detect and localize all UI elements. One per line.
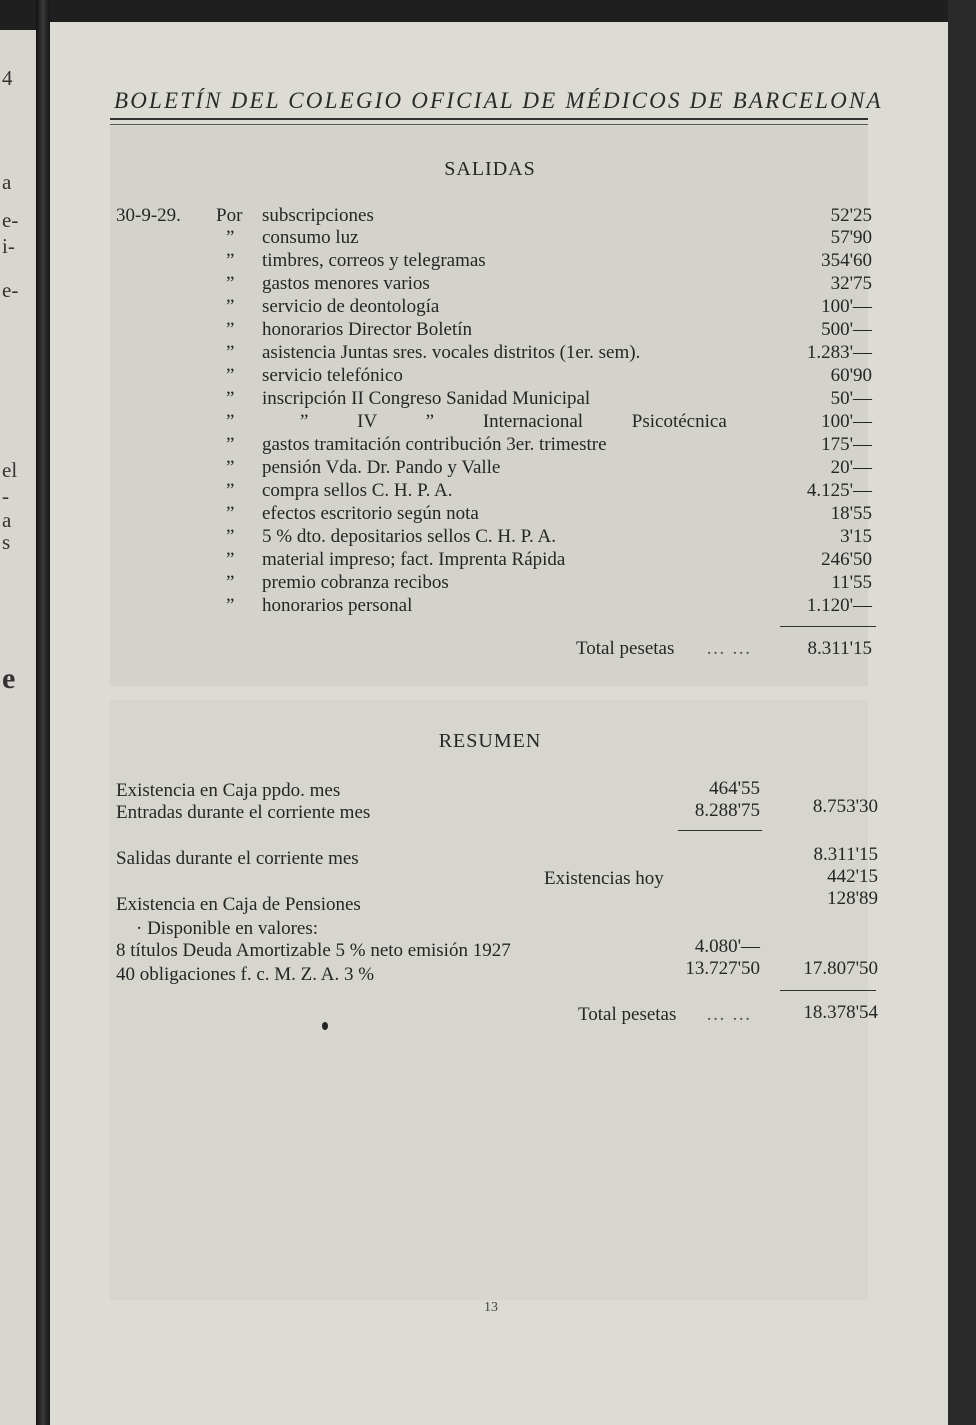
dot-leader: … … — [706, 638, 752, 659]
page-folio: 13 — [484, 1300, 498, 1315]
row-mark: ” — [226, 388, 235, 409]
obligaciones-amount: 13.727'50 — [685, 958, 760, 979]
row-concept: inscripción II Congreso Sanidad Municipal — [262, 388, 591, 409]
row-concept: consumo luz — [262, 227, 359, 248]
margin-fragment: - — [2, 484, 9, 508]
salidas-total-amount: 8.311'15 — [807, 638, 872, 659]
margin-fragment: 4 — [2, 66, 13, 90]
row-mark: ” — [226, 549, 235, 570]
row-amount: 4.125'— — [806, 480, 872, 501]
row-amount: 57'90 — [830, 227, 872, 248]
dot-leader: … … — [706, 1004, 752, 1025]
subtotal-rule — [678, 830, 762, 831]
row-amount: 100'— — [821, 411, 872, 432]
titulos-amount: 4.080'— — [694, 936, 760, 957]
salidas-label: Salidas durante el corriente mes — [116, 848, 359, 869]
row-mark: ” — [226, 457, 235, 478]
row-amount: 20'— — [830, 457, 872, 478]
margin-fragment: a — [2, 170, 12, 194]
margin-fragment: s — [2, 530, 11, 554]
resumen-total-label: Total pesetas — [578, 1004, 677, 1025]
row-concept: material impreso; fact. Imprenta Rápida — [262, 549, 566, 570]
obligaciones-label: 40 obligaciones f. c. M. Z. A. 3 % — [116, 964, 375, 985]
margin-fragment: a — [2, 508, 12, 532]
row-concept: compra sellos C. H. P. A. — [262, 480, 453, 501]
row-concept: pensión Vda. Dr. Pando y Valle — [262, 457, 501, 478]
existencias-hoy-amount: 442'15 — [827, 866, 878, 887]
row-concept: servicio telefónico — [262, 365, 403, 386]
row-mark: ” — [226, 273, 235, 294]
existencia-caja-amount: 464'55 — [709, 778, 760, 799]
row-mark: ” — [226, 480, 235, 501]
row-mark: ” — [226, 319, 235, 340]
row-amount: 52'25 — [830, 205, 872, 226]
row-mark: ” — [226, 572, 235, 593]
resumen-heading: RESUMEN — [438, 730, 542, 752]
row-amount: 50'— — [830, 388, 872, 409]
existencia-caja-label: Existencia en Caja ppdo. mes — [116, 780, 341, 801]
row-mark: ” — [226, 342, 235, 363]
ink-dot — [322, 1022, 328, 1030]
row-amount: 60'90 — [830, 365, 872, 386]
margin-fragment: el — [2, 458, 18, 482]
row-concept: efectos escritorio según nota — [262, 503, 479, 524]
salidas-date: 30-9-29. — [116, 205, 181, 226]
caja-pensiones-amount: 128'89 — [827, 888, 878, 909]
row-concept: honorarios personal — [262, 595, 413, 616]
row-amount: 246'50 — [821, 549, 872, 570]
row-concept: subscripciones — [262, 205, 374, 226]
row-amount: 18'55 — [830, 503, 872, 524]
entradas-amount: 8.288'75 — [694, 800, 760, 821]
right-dark-edge — [948, 0, 976, 1425]
titulos-label: 8 títulos Deuda Amortizable 5 % neto emisión 1927 — [116, 940, 511, 961]
row-concept: asistencia Juntas sres. vocales distritos (1er. sem). — [262, 342, 641, 363]
resumen-subtotal: 8.753'30 — [812, 796, 878, 817]
row-concept: ” IV ” Internacional Psicotécnica — [300, 411, 727, 432]
row-concept: timbres, correos y telegramas — [262, 250, 486, 271]
margin-fragment: e- — [2, 208, 19, 232]
row-mark: ” — [226, 411, 235, 432]
row-concept: servicio de deontología — [262, 296, 440, 317]
disponible-label: · Disponible en valores: — [136, 918, 319, 939]
row-amount: 32'75 — [830, 273, 872, 294]
total-rule — [780, 626, 876, 627]
row-mark: Por — [216, 205, 243, 226]
margin-fragment: i- — [2, 234, 15, 258]
book-binding — [36, 0, 50, 1425]
row-mark: ” — [226, 227, 235, 248]
row-amount: 100'— — [821, 296, 872, 317]
row-concept: gastos tramitación contribución 3er. trimestre — [262, 434, 607, 455]
header-rule — [110, 118, 868, 120]
row-concept: premio cobranza recibos — [262, 572, 449, 593]
salidas-heading: SALIDAS — [444, 158, 536, 180]
previous-page-edge — [0, 30, 36, 1425]
entradas-label: Entradas durante el corriente mes — [116, 802, 371, 823]
row-concept: 5 % dto. depositarios sellos C. H. P. A. — [262, 526, 556, 547]
row-amount: 175'— — [821, 434, 872, 455]
row-mark: ” — [226, 296, 235, 317]
salidas-total-label: Total pesetas — [576, 638, 675, 659]
row-mark: ” — [226, 434, 235, 455]
row-amount: 3'15 — [840, 526, 872, 547]
resumen-total-amount: 18.378'54 — [803, 1002, 878, 1023]
row-mark: ” — [226, 250, 235, 271]
salidas-amount: 8.311'15 — [813, 844, 878, 865]
row-mark: ” — [226, 365, 235, 386]
row-amount: 1.283'— — [806, 342, 872, 363]
margin-fragment: e- — [2, 278, 19, 302]
header-rule — [110, 124, 868, 125]
total-rule — [780, 990, 876, 991]
running-head: BOLETÍN DEL COLEGIO OFICIAL DE MÉDICOS DE BARCELONA — [114, 88, 883, 113]
existencias-hoy-label: Existencias hoy — [544, 868, 664, 889]
row-mark: ” — [226, 503, 235, 524]
caja-pensiones-label: Existencia en Caja de Pensiones — [116, 894, 361, 915]
row-mark: ” — [226, 595, 235, 616]
row-amount: 500'— — [821, 319, 872, 340]
row-amount: 1.120'— — [806, 595, 872, 616]
row-mark: ” — [226, 526, 235, 547]
row-concept: gastos menores varios — [262, 273, 430, 294]
row-concept: honorarios Director Boletín — [262, 319, 473, 340]
margin-fragment: e — [2, 662, 16, 695]
row-amount: 354'60 — [821, 250, 872, 271]
valores-total: 17.807'50 — [803, 958, 878, 979]
row-amount: 11'55 — [831, 572, 872, 593]
